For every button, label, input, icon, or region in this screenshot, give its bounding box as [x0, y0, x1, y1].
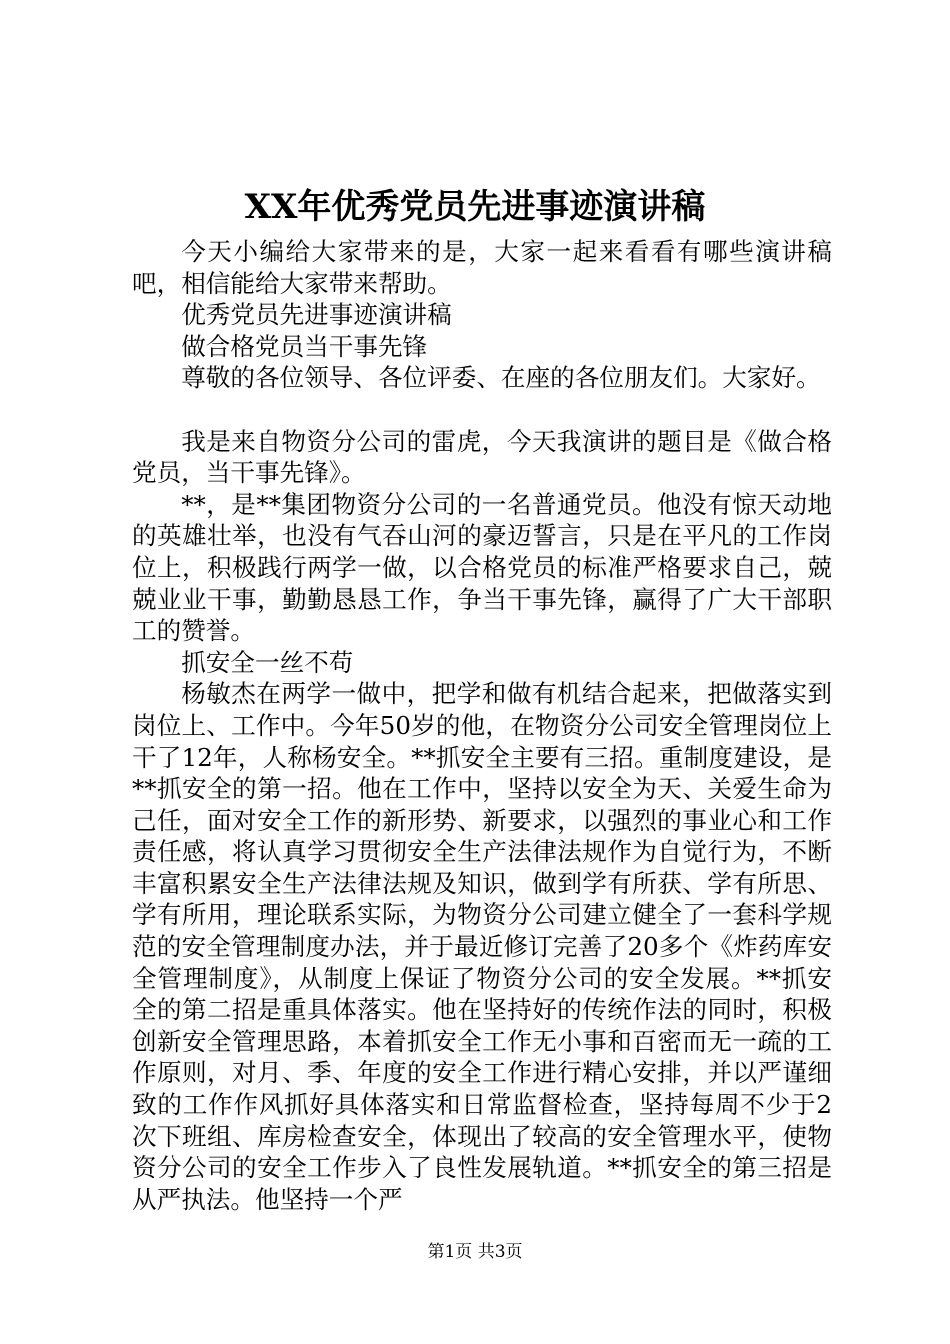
paragraph-subtitle: 优秀党员先进事迹演讲稿 [181, 300, 452, 330]
page-footer: 第1页 共3页 [427, 1242, 523, 1262]
paragraph-greeting: 尊敬的各位领导、各位评委、在座的各位朋友们。大家好。 [181, 363, 821, 393]
document-body [132, 236, 832, 1215]
paragraph-section-heading: 抓安全一丝不苟 [181, 647, 354, 677]
paragraph-intro: 今天小编给大家带来的是，大家一起来看看有哪些演讲稿吧，相信能给大家带来帮助。 [132, 237, 832, 298]
paragraph-self-intro: 我是来自物资分公司的雷虎，今天我演讲的题目是《做合格党员，当干事先锋》。 [132, 426, 832, 488]
paragraph-profile: **，是**集团物资分公司的一名普通党员。他没有惊天动地的英雄壮举，也没有气吞山河的豪迈誓言，只是在平凡的工作岗位上，积极践行两学一做，以合格党员的标准严格要求自己，兢兢业业干事，勤勤恳恳工作，争当干事先锋，赢得了广大干部职工的赞誉。 [132, 489, 832, 646]
paragraph-safety-work: 杨敏杰在两学一做中，把学和做有机结合起来，把做落实到岗位上、工作中。今年50岁的他，在物资分公司安全管理岗位上干了12年，人称杨安全。**抓安全主要有三招。重制度建设，是**抓安全的第一招。他在工作中，坚持以安全为天、关爱生命为己任，面对安全工作的新形势、新要求，以强烈的事业心和工作责任感，将认真学习贯彻安全生产法律法规作为自觉行为，不断丰富积累安全生产法律法规及知识，做到学有所获、学有所思、学有所用，理论联系实际，为物资分公司建立健全了一套科学规范的安全管理制度办法，并于最近修订完善了20多个《炸药库安全管理制度》，从制度上保证了物资分公司的安全发展。**抓安全的第二招是重具体落实。他在坚持好的传统作法的同时，积极创新安全管理思路，本着抓安全工作无小事和百密而无一疏的工作原则，对月、季、年度的安全工作进行精心安排，并以严谨细致的工作作风抓好具体落实和日常监督检查，坚持每周不少于2次下班组、库房检查安全，体现出了较高的安全管理水平，使物资分公司的安全工作步入了良性发展轨道。**抓安全的第三招是从严执法。他坚持一个严 [132, 679, 832, 1214]
paragraph-speech-title: 做合格党员当干事先锋 [181, 331, 428, 361]
document-title: XX年优秀党员先进事迹演讲稿 [244, 187, 706, 227]
